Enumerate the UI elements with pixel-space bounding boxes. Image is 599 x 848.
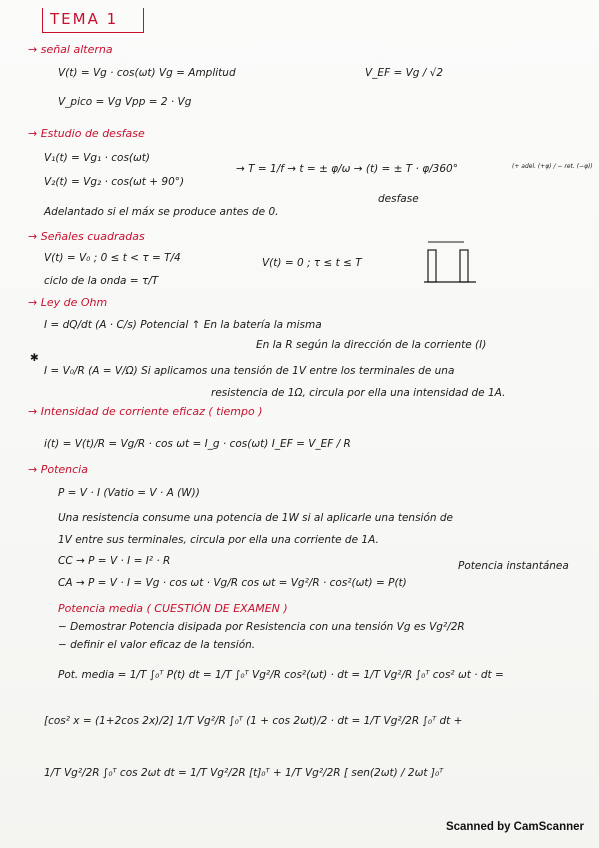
note-line-l01: → señal alterna [28,43,113,56]
note-line-l30: CA → P = V · I = Vg · cos ωt · Vg/R cos ωt = Vg²/R · cos²(ωt) = P(t) [58,577,407,589]
note-line-l25: P = V · I (Vatio = V · A (W)) [58,487,200,499]
note-line-l21: resistencia de 1Ω, circula por ella una intensidad de 1A. [211,387,506,399]
note-line-l31: Potencia media ( CUESTIÓN DE EXAMEN ) [58,602,288,615]
note-line-l04: V_pico = Vg Vpp = 2 · Vg [58,96,192,108]
note-line-l28: CC → P = V · I = I² · R [58,555,171,567]
note-line-l14: V(t) = 0 ; τ ≤ t ≤ T [262,257,362,269]
note-line-l12: → Señales cuadradas [28,230,145,243]
scanner-footer: Scanned by CamScanner [445,821,584,833]
note-line-l11: Adelantado si el máx se produce antes de 0. [44,206,279,218]
note-line-l35: [cos² x = (1+2cos 2x)/2] 1/T Vg²/R ∫₀ᵀ (1 + cos 2ωt)/2 · dt = 1/T Vg²/2R ∫₀ᵀ dt + [44,715,463,727]
note-line-l33: − definir el valor eficaz de la tensión. [58,639,256,651]
note-line-l23: i(t) = V(t)/R = Vg/R · cos ωt = I_g · cos(ωt) I_EF = V_EF / R [44,438,351,450]
note-line-l36: 1/T Vg²/2R ∫₀ᵀ cos 2ωt dt = 1/T Vg²/2R [t]₀ᵀ + 1/T Vg²/2R [ sen(2ωt) / 2ωt ]₀ᵀ [44,767,444,779]
note-line-l19: ✱ [30,352,39,364]
note-line-l32: − Demostrar Potencia disipada por Resistencia con una tensión Vg es Vg²/2R [58,621,465,633]
note-line-l06: V₁(t) = Vg₁ · cos(ωt) [44,152,151,164]
note-line-l13: V(t) = V₀ ; 0 ≤ t < τ = T/4 [44,252,181,264]
square-wave-sketch [424,238,480,286]
note-line-l34: Pot. media = 1/T ∫₀ᵀ P(t) dt = 1/T ∫₀ᵀ Vg²/R cos²(ωt) · dt = 1/T Vg²/R ∫₀ᵀ cos² ωt · dt = [58,669,504,681]
note-line-l07: V₂(t) = Vg₂ · cos(ωt + 90°) [44,176,185,188]
note-line-l02: V(t) = Vg · cos(ωt) Vg = Amplitud [58,67,236,79]
note-line-l08: → T = 1/f → t = ± φ/ω → (t) = ± T · φ/360° [236,163,458,175]
note-line-l26: Una resistencia consume una potencia de 1W si al aplicarle una tensión de [58,512,454,524]
note-line-l24: → Potencia [28,463,88,476]
note-line-l15: ciclo de la onda = τ/T [44,275,159,287]
note-line-l27: 1V entre sus terminales, circula por ella una corriente de 1A. [58,534,379,546]
note-line-l05: → Estudio de desfase [28,127,145,140]
note-line-l17: I = dQ/dt (A · C/s) Potencial ↑ En la batería la misma [44,319,322,331]
note-line-l16: → Ley de Ohm [28,296,108,309]
note-line-l03: V_EF = Vg / √2 [365,67,444,79]
page-title: TEMA 1 [50,10,119,28]
note-line-l18: En la R según la dirección de la corriente (I) [256,339,487,351]
note-line-l20: I = V₀/R (A = V/Ω) Si aplicamos una tensión de 1V entre los terminales de una [44,365,455,377]
note-line-l09: desfase [378,193,419,205]
note-line-l10: (+ adel. (+φ) / − ret. (−φ)) [512,163,593,170]
note-line-l29: Potencia instantánea [458,560,569,572]
note-line-l22: → Intensidad de corriente eficaz ( tiempo ) [28,405,263,418]
